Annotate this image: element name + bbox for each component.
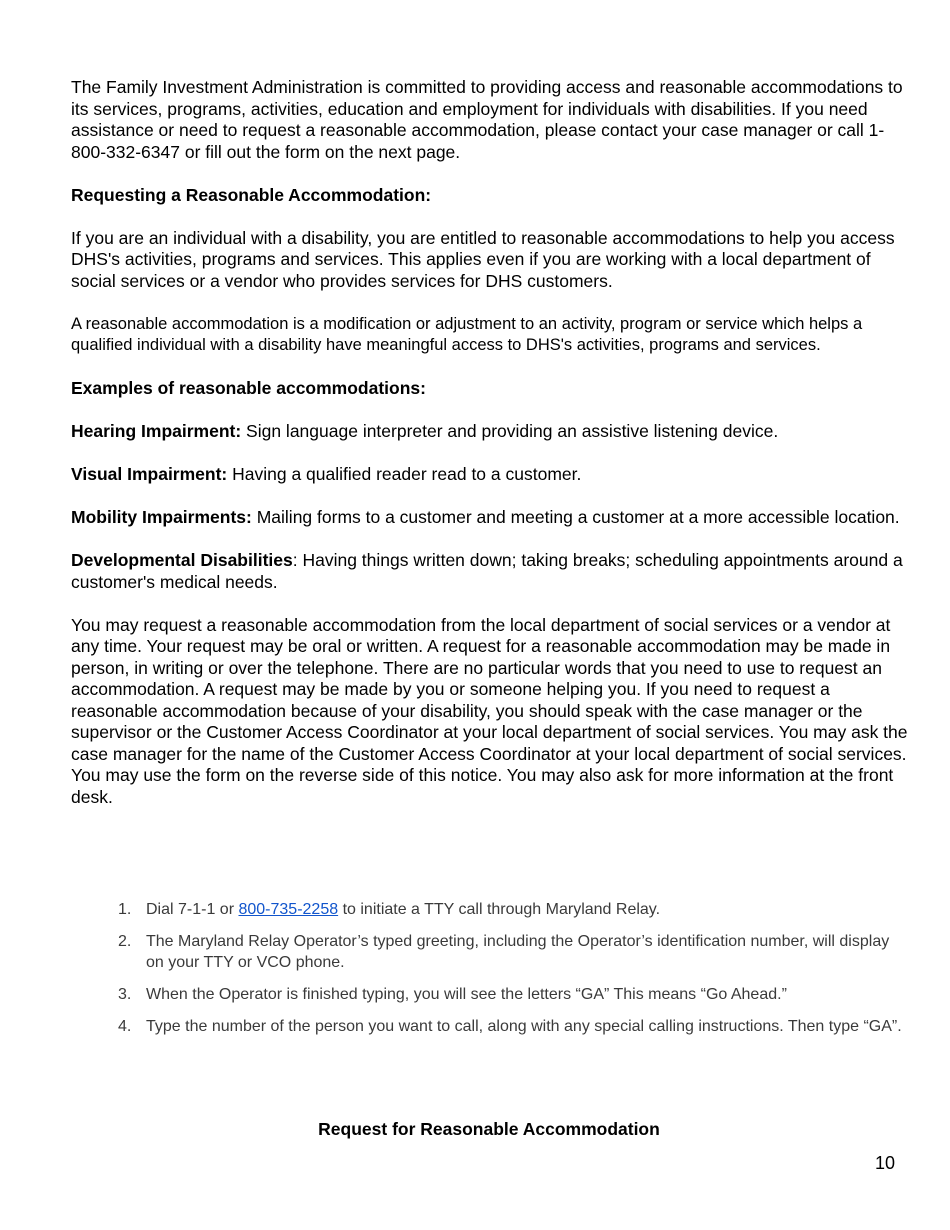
step-text: The Maryland Relay Operator’s typed greeting, including the Operator’s identification number, will display on your TTY or VCO phone. <box>146 933 890 971</box>
list-item <box>71 1016 911 1037</box>
list-item <box>71 899 911 920</box>
form-heading: Request for Reasonable Accommodation <box>318 1119 660 1139</box>
example-mobility <box>71 507 911 529</box>
example-text: Having a qualified reader read to a customer. <box>227 464 582 484</box>
example-text: Mailing forms to a customer and meeting a customer at a more accessible location. <box>251 507 900 527</box>
list-number: 2. <box>118 933 132 950</box>
example-developmental <box>71 550 911 593</box>
list-item <box>71 931 911 973</box>
request-paragraph: You may request a reasonable accommodation from the local department of social services or a vendor at any time. Your request may be oral or written. A request for a reasonable accommodation may be made in person, in writing or over the telephone. There are no particular words that you need to use to request an accommodation. A request may be made by you or someone helping you. If you need to request a reasonable accommodation because of your disability, you should speak with the case manager or the supervisor or the Customer Access Coordinator at your local department of social services. You may ask the case manager for the name of the Customer Access Coordinator at your local department of social services. You may use the form on the reverse side of this notice. You may also ask for more information at the front desk. <box>71 614 908 807</box>
example-text: Sign language interpreter and providing an assistive listening device. <box>241 421 779 441</box>
example-visual <box>71 464 911 486</box>
list-number: 4. <box>118 1018 132 1035</box>
example-text: : Having things written down; taking breaks; scheduling appointments around a customer's medical needs. <box>71 550 903 592</box>
list-number: 1. <box>118 901 132 918</box>
list-number: 3. <box>118 986 132 1003</box>
document-body <box>71 77 911 808</box>
step-text: to initiate a TTY call through Maryland Relay. <box>338 901 661 918</box>
page-number: 10 <box>874 1153 895 1173</box>
example-label: Mobility Impairments: <box>71 507 252 527</box>
intro-paragraph: The Family Investment Administration is committed to providing access and reasonable accommodations to its services, programs, activities, education and employment for individuals with disabilities. If you need assistance or need to request a reasonable accommodation, please contact your case manager or call 1-800-332-6347 or fill out the form on the next page. <box>71 77 903 162</box>
example-label: Developmental Disabilities <box>71 550 293 570</box>
definition-paragraph: A reasonable accommodation is a modification or adjustment to an activity, program or service which helps a qualified individual with a disability have meaningful access to DHS's activities, programs and services. <box>71 314 863 354</box>
step-text: When the Operator is finished typing, you will see the letters “GA” This means “Go Ahead.” <box>146 986 787 1003</box>
step-text: Type the number of the person you want to call, along with any special calling instructions. Then type “GA”. <box>146 1018 902 1035</box>
phone-link[interactable]: 800-735-2258 <box>238 901 339 918</box>
examples-heading: Examples of reasonable accommodations: <box>71 378 426 398</box>
example-hearing <box>71 421 911 443</box>
example-label: Visual Impairment: <box>71 464 228 484</box>
list-item <box>71 984 911 1005</box>
relay-steps-list <box>71 899 911 1048</box>
entitled-paragraph: If you are an individual with a disability, you are entitled to reasonable accommodations to help you access DHS's activities, programs and services. This applies even if you are working with a local department of social services or a vendor who provides services for DHS customers. <box>71 227 895 291</box>
step-text: Dial 7-1-1 or <box>146 901 239 918</box>
requesting-heading: Requesting a Reasonable Accommodation: <box>71 184 432 205</box>
example-label: Hearing Impairment: <box>71 421 242 441</box>
